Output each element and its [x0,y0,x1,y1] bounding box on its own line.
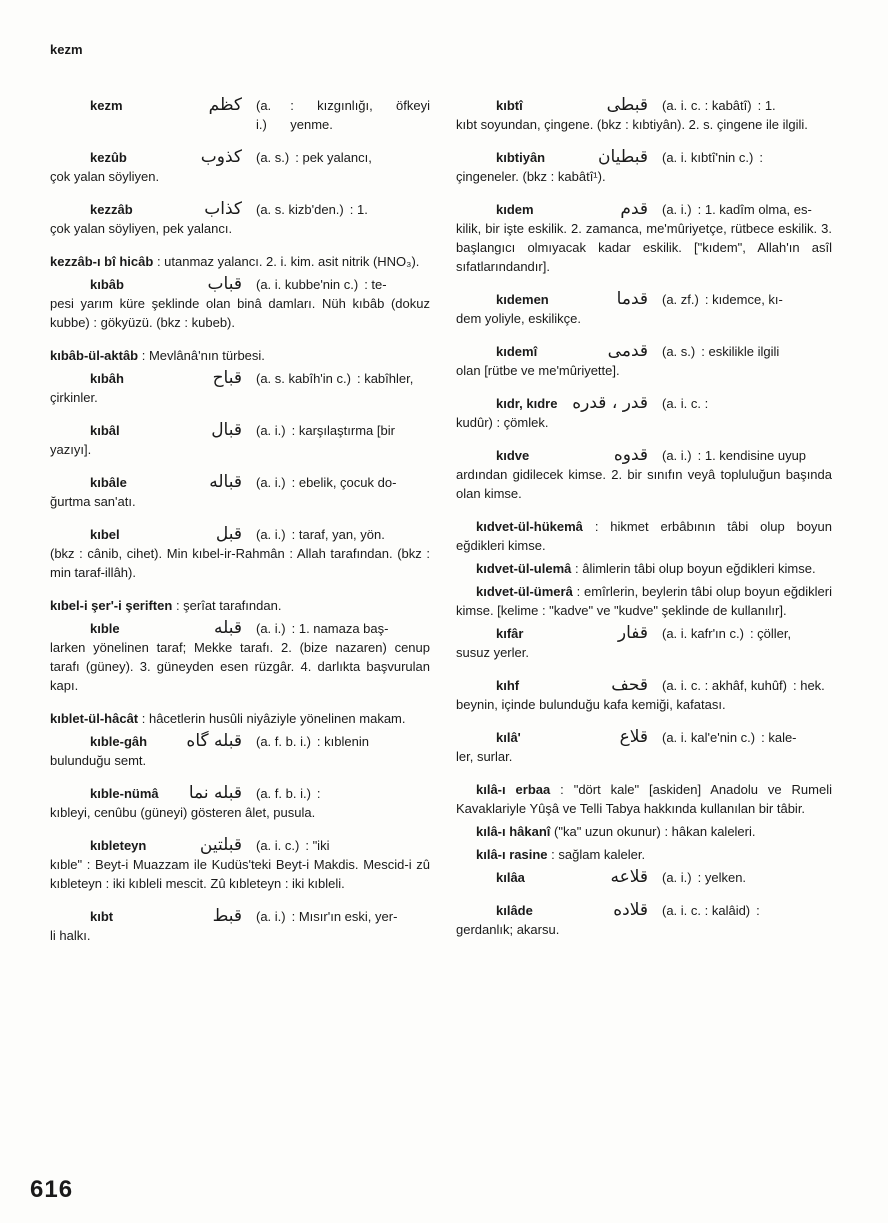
arabic-script: قبطيان [598,147,648,167]
dictionary-entry [456,290,832,328]
sub-headword: kıbel-i şer'-i şeriften [50,598,173,613]
grammar-note: (a. i.) [256,527,286,542]
definition-continued: larken yönelinen taraf; Mekke tarafı. 2. (bize nazaren) cenup tarafı (güney). 3. güneyden esen rüzgâr. 4. darlıkta başvurulan kapı. [50,640,430,693]
definition-continued: kilik, bir işte eskilik. 2. zamanca, me'mûriyetçe, rütbece eskilik. 3. başlangıcı olmıyacak kadar eskilik. ["kıdem", Allah'ın asîl sıfatlarındandır]. [456,221,832,274]
dictionary-entry [50,369,430,407]
dictionary-entry [456,676,832,714]
dictionary-entry [30,346,430,365]
sub-headword: kezzâb-ı bî hicâb [50,254,154,269]
definition-continued: beynin, içinde bulunduğu kafa kemiği, kafatası. [456,697,726,712]
headword: kıdemen [496,292,549,307]
definition: : kabîhler, [356,371,414,386]
definition: ("ka" uzun okunur) : hâkan kaleleri. [554,824,756,839]
definition: : kale- [761,730,797,745]
definition: : "dört kale" [askiden] Anadolu ve Rumeli Kavaklariyle Yûşâ ve Telli Tabya hakkında kullanılan bir tâbir. [456,782,832,816]
sub-headword: kıdvet-ül-ulemâ [476,561,572,576]
arabic-script: قلاده [613,900,648,920]
grammar-note: (a. s.) [662,344,696,359]
grammar-note: (a. i. kıbtî'nin c.) [662,150,754,165]
arabic-script: قبله نما [188,783,242,803]
definition-continued: gerdanlık; akarsu. [456,922,560,937]
headword: kıbâle [90,475,127,490]
grammar-note: (a. i.) [662,202,692,217]
grammar-note: (a. zf.) [662,292,699,307]
arabic-script: قبطى [606,95,648,115]
definition: : karşılaştırma [bir [291,423,395,438]
dictionary-entry [50,421,430,459]
headword: kıble [90,621,120,636]
dictionary-entry [456,394,832,432]
definition-continued: olan [rütbe ve me'mûriyette]. [456,363,620,378]
grammar-note: (a. i.) [256,475,286,490]
grammar-note: (a. i.) [256,423,286,438]
headword: kıbâb [90,277,124,292]
grammar-note: (a. s. kabîh'in c.) [256,371,351,386]
definition-continued: bulunduğu semt. [50,753,147,768]
definition: : hâcetlerin husûli niyâziyle yönelinen makam. [141,711,406,726]
definition: : pek yalancı, [295,150,372,165]
arabic-script: قلاعه [610,867,648,887]
definition: : hikmet erbâbının tâbi olup boyun eğdikleri kimse. [456,519,832,553]
definition: : 1. [757,98,776,113]
running-head: kezm [50,42,83,57]
dictionary-entry [456,446,832,503]
dictionary-entry [50,200,430,238]
definition-continued: yazıyı]. [50,442,92,457]
arabic-script: كظم [208,95,242,115]
headword: kıdve [496,448,530,463]
definition: : Mısır'ın eski, yer- [291,909,398,924]
dictionary-entry [456,728,832,766]
dictionary-entry [456,780,832,818]
right-column [456,96,832,953]
definition: : hek. [793,678,825,693]
arabic-script: قبلتين [199,835,242,855]
definition: : kızgınlığı, öfkeyi yenme. [290,98,430,132]
headword: kılâ' [496,730,521,745]
arabic-script: قبط [212,906,242,926]
grammar-note: (a. i. c. : kabâtî) [662,98,752,113]
definition-continued: dem yoliyle, eskilikçe. [456,311,581,326]
grammar-note: (a. f. b. i.) [256,734,311,749]
definition: : kıblenin [316,734,369,749]
arabic-script: قفار [617,623,648,643]
headword: kıbtî [496,98,523,113]
sub-headword: kıdvet-ül-ümerâ [476,584,573,599]
arabic-script: قبل [215,524,242,544]
definition: : eskilikle ilgili [701,344,780,359]
arabic-script: قدمى [607,341,648,361]
grammar-note: (a. i. c.) [256,838,300,853]
definition: : Mevlânâ'nın türbesi. [141,348,265,363]
arabic-script: قدما [616,289,648,309]
dictionary-entry [456,559,832,578]
headword: kılâa [496,870,525,885]
headword: kezûb [90,150,127,165]
definition: : ebelik, çocuk do- [291,475,397,490]
headword: kıbt [90,909,114,924]
grammar-note: (a. i. c. : akhâf, kuhûf) [662,678,787,693]
dictionary-entry [50,148,430,186]
headword: kıble-gâh [90,734,148,749]
sub-headword: kıbâb-ül-aktâb [50,348,139,363]
arabic-script: قدوه [613,445,648,465]
definition-continued: kıble" : Beyt-i Muazzam ile Kudüs'teki Beyt-i Makdis. Mescid-i zû kıbleteyn : iki kıbleli mescit. Zû kıbleteyn : iki kıbleli. [50,857,430,891]
dictionary-entry [50,525,430,582]
definition-continued: li halkı. [50,928,91,943]
definition: : âlimlerin tâbi olup boyun eğdikleri kimse. [574,561,816,576]
headword: kıbâl [90,423,120,438]
grammar-note: (a. i.) [256,909,286,924]
dictionary-entry [50,907,430,945]
arabic-script: قدم [620,199,648,219]
headword: kıbleteyn [90,838,147,853]
dictionary-entry [456,868,832,887]
definition: : yelken. [697,870,747,885]
definition-continued: pesi yarım küre şeklinde olan binâ damları. Nüh kıbâb (dokuz kubbe) : gökyüzü. (bkz : kubeb). [50,296,430,330]
headword: kıbâh [90,371,124,386]
dictionary-entry [456,96,832,134]
dictionary-entry [30,252,430,271]
grammar-note: (a. s. kizb'den.) [256,202,344,217]
grammar-note: (a. s.) [256,150,290,165]
definition: : 1. kendisine uyup [697,448,807,463]
definition: : kıdemce, kı- [704,292,783,307]
definition-continued: çok yalan söyliyen, pek yalancı. [50,221,233,236]
headword: kıhf [496,678,520,693]
definition-continued: susuz yerler. [456,645,529,660]
arabic-script: كذوب [200,147,242,167]
headword: kıdr, kıdre [496,396,558,411]
arabic-script: قبله [214,618,242,638]
dictionary-entry [456,822,832,841]
dictionary-entry [456,582,832,620]
arabic-script: قحف [611,675,648,695]
definition: : şerîat tarafından. [175,598,282,613]
headword: kezm [90,98,123,113]
dictionary-entry [50,836,430,893]
arabic-script: قباب [207,274,242,294]
definition: : [316,786,321,801]
grammar-note: (a. f. b. i.) [256,786,311,801]
definition: : emîrlerin, beylerin tâbi olup boyun eğdikleri kimse. [kelime : "kadve" ve "kudve" şeklinde de kullanılır]. [456,584,832,618]
headword: kıbel [90,527,120,542]
definition: : "iki [305,838,330,853]
sub-headword: kılâ-ı erbaa [476,782,551,797]
definition: : te- [364,277,387,292]
definition-continued: kudûr) : çömlek. [456,415,549,430]
grammar-note: (a. i. kubbe'nin c.) [256,277,359,292]
definition: : [756,903,760,918]
headword: kıdemî [496,344,538,359]
definition-continued: kıbt soyundan, çingene. (bkz : kıbtiyân). 2. s. çingene ile ilgili. [456,117,808,132]
arabic-script: قدر ، قدره [572,393,648,413]
dictionary-entry [456,517,832,555]
grammar-note: (a. i. kal'e'nin c.) [662,730,756,745]
headword: kılâde [496,903,533,918]
headword: kıdem [496,202,534,217]
grammar-note: (a. i.) [256,98,272,132]
page-number: 616 [30,1176,74,1203]
definition: : [759,150,763,165]
sub-headword: kılâ-ı rasine [476,847,548,862]
dictionary-entry [456,148,832,186]
headword: kıbtiyân [496,150,546,165]
dictionary-entry [50,96,430,134]
definition-continued: çok yalan söyliyen. [50,169,160,184]
definition-continued: ardından gidilecek kimse. 2. bir sınıfın veyâ topluluğun başında olan kimse. [456,467,832,501]
definition: : utanmaz yalancı. 2. i. kim. asit nitrik (HNO₃). [156,254,420,269]
dictionary-entry [50,473,430,511]
grammar-note: (a. i. kafr'ın c.) [662,626,744,641]
sub-headword: kıblet-ül-hâcât [50,711,139,726]
headword: kıble-nümâ [90,786,159,801]
dictionary-entry [456,624,832,662]
definition: : 1. kadîm olma, es- [697,202,812,217]
arabic-script: قباح [212,368,242,388]
arabic-script: قبال [211,420,242,440]
dictionary-entry [50,619,430,695]
grammar-note: (a. i. c. : kalâid) [662,903,751,918]
grammar-note: (a. i. c. : [662,396,709,411]
dictionary-entry [456,200,832,276]
definition: : 1. [349,202,368,217]
dictionary-entry [30,709,430,728]
definition-continued: ğurtma san'atı. [50,494,136,509]
sub-headword: kıdvet-ül-hükemâ [476,519,583,534]
dictionary-entry [50,275,430,332]
definition-continued: çingeneler. (bkz : kabâtî¹). [456,169,606,184]
definition: : sağlam kaleler. [551,847,646,862]
definition-continued: çirkinler. [50,390,98,405]
dictionary-entry [456,845,832,864]
definition: : 1. namaza baş- [291,621,389,636]
definition-continued: kıbleyi, cenûbu (güneyi) gösteren âlet, pusula. [50,805,316,820]
definition: : çöller, [749,626,792,641]
grammar-note: (a. i.) [256,621,286,636]
dictionary-entry [456,342,832,380]
dictionary-entry [50,784,430,822]
dictionary-entry [456,901,832,939]
arabic-script: كذاب [204,199,242,219]
dictionary-entry [30,596,430,615]
headword: kezzâb [90,202,133,217]
headword: kıfâr [496,626,524,641]
arabic-script: قلاع [619,727,648,747]
arabic-script: قبله گاه [186,731,242,751]
grammar-note: (a. i.) [662,448,692,463]
sub-headword: kılâ-ı hâkanî [476,824,551,839]
grammar-note: (a. i.) [662,870,692,885]
definition-continued: ler, surlar. [456,749,513,764]
definition: : taraf, yan, yön. [291,527,385,542]
dictionary-entry [50,732,430,770]
definition-continued: (bkz : cânib, cihet). Min kıbel-ir-Rahmân : Allah tarafından. (bkz : min taraf-illâh). [50,546,430,580]
left-column [50,96,430,959]
arabic-script: قباله [209,472,242,492]
